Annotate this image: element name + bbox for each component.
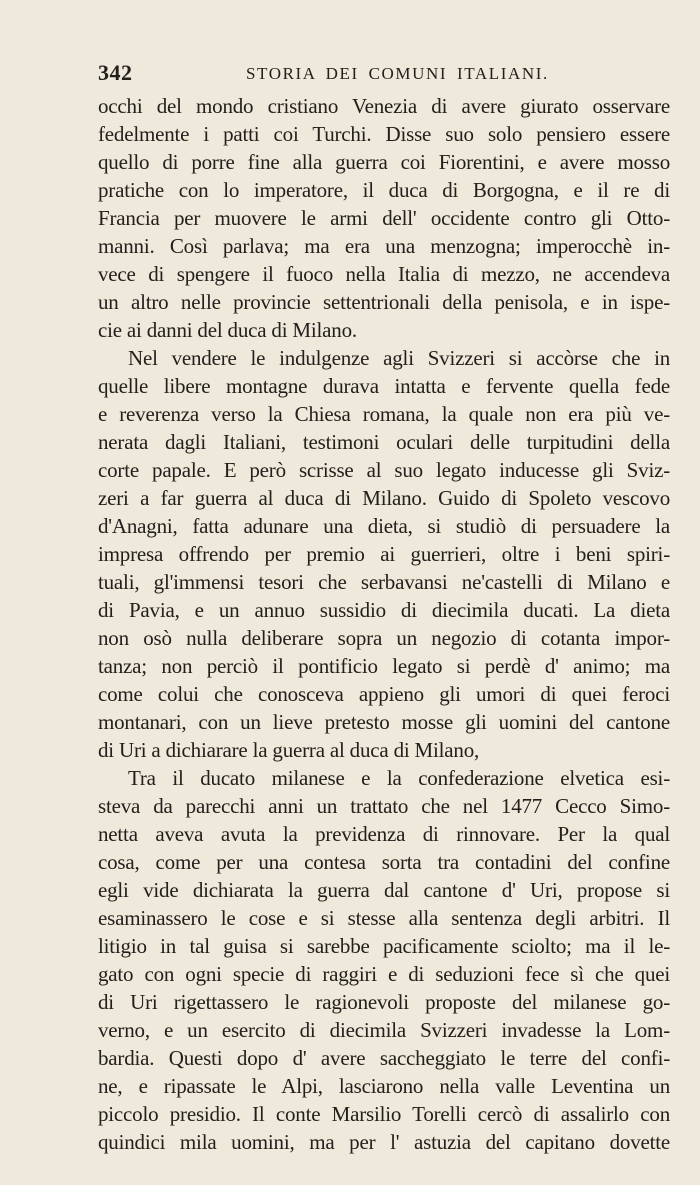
text-line: di Uri rigettassero le ragionevoli proposte del milanese go- bbox=[98, 990, 670, 1014]
body-text bbox=[98, 92, 670, 1156]
text-line: Francia per muovere le armi dell' occidente contro gli Otto- bbox=[98, 206, 670, 230]
text-line: gato con ogni specie di raggiri e di seduzioni fece sì che quei bbox=[98, 962, 670, 986]
text-line: occhi del mondo cristiano Venezia di avere giurato osservare bbox=[98, 94, 670, 118]
text-line: piccolo presidio. Il conte Marsilio Torelli cercò di assalirlo con bbox=[98, 1102, 670, 1126]
text-line: verno, e un esercito di diecimila Svizzeri invadesse la Lom- bbox=[98, 1018, 670, 1042]
text-line: e reverenza verso la Chiesa romana, la quale non era più ve- bbox=[98, 402, 670, 426]
running-head bbox=[98, 60, 670, 88]
text-line: ne, e ripassate le Alpi, lasciarono nella valle Leventina un bbox=[98, 1074, 670, 1098]
text-line: litigio in tal guisa si sarebbe pacificamente sciolto; ma il le- bbox=[98, 934, 670, 958]
text-line: nerata dagli Italiani, testimoni oculari delle turpitudini della bbox=[98, 430, 670, 454]
text-line: Tra il ducato milanese e la confederazione elvetica esi- bbox=[128, 766, 670, 790]
text-line: bardia. Questi dopo d' avere saccheggiato le terre del confi- bbox=[98, 1046, 670, 1070]
text-line: tanza; non perciò il pontificio legato si perdè d' animo; ma bbox=[98, 654, 670, 678]
text-line: non osò nulla deliberare sopra un negozio di cotanta impor- bbox=[98, 626, 670, 650]
text-line: quello di porre fine alla guerra coi Fiorentini, e avere mosso bbox=[98, 150, 670, 174]
text-line: come colui che conosceva appieno gli umori di quei feroci bbox=[98, 682, 670, 706]
text-line: netta aveva avuta la previdenza di rinnovare. Per la qual bbox=[98, 822, 670, 846]
text-line: cosa, come per una contesa sorta tra contadini del confine bbox=[98, 850, 670, 874]
text-line: d'Anagni, fatta adunare una dieta, si studiò di persuadere la bbox=[98, 514, 670, 538]
text-line: quelle libere montagne durava intatta e fervente quella fede bbox=[98, 374, 670, 398]
text-line: montanari, con un lieve pretesto mosse gli uomini del cantone bbox=[98, 710, 670, 734]
text-line: corte papale. E però scrisse al suo legato inducesse gli Sviz- bbox=[98, 458, 670, 482]
text-line: di Uri a dichiarare la guerra al duca di Milano, bbox=[98, 738, 480, 762]
text-line: Nel vendere le indulgenze agli Svizzeri si accòrse che in bbox=[128, 346, 670, 370]
text-line: tuali, gl'immensi tesori che serbavansi ne'castelli di Milano e bbox=[98, 570, 670, 594]
paragraph bbox=[98, 764, 670, 1156]
text-line: pratiche con lo imperatore, il duca di Borgogna, e il re di bbox=[98, 178, 670, 202]
running-title: STORIA DEI COMUNI ITALIANI. bbox=[246, 64, 549, 83]
text-line: quindici mila uomini, ma per l' astuzia del capitano dovette bbox=[98, 1130, 670, 1154]
text-line: esaminassero le cose e si stesse alla sentenza degli arbitri. Il bbox=[98, 906, 670, 930]
text-line: di Pavia, e un annuo sussidio di diecimila ducati. La dieta bbox=[98, 598, 670, 622]
paragraph bbox=[98, 92, 670, 344]
text-line: manni. Così parlava; ma era una menzogna; imperocchè in- bbox=[98, 234, 670, 258]
text-line: cie ai danni del duca di Milano. bbox=[98, 318, 357, 342]
page-number: 342 bbox=[98, 60, 133, 85]
text-line: fedelmente i patti coi Turchi. Disse suo solo pensiero essere bbox=[98, 122, 670, 146]
text-line: vece di spengere il fuoco nella Italia di mezzo, ne accendeva bbox=[98, 262, 670, 286]
text-line: impresa offrendo per premio ai guerrieri, oltre i beni spiri- bbox=[98, 542, 670, 566]
text-line: zeri a far guerra al duca di Milano. Guido di Spoleto vescovo bbox=[98, 486, 670, 510]
text-line: steva da parecchi anni un trattato che nel 1477 Cecco Simo- bbox=[98, 794, 670, 818]
text-line: un altro nelle provincie settentrionali della penisola, e in ispe- bbox=[98, 290, 670, 314]
paragraph bbox=[98, 344, 670, 764]
text-line: egli vide dichiarata la guerra dal cantone d' Uri, propose si bbox=[98, 878, 670, 902]
